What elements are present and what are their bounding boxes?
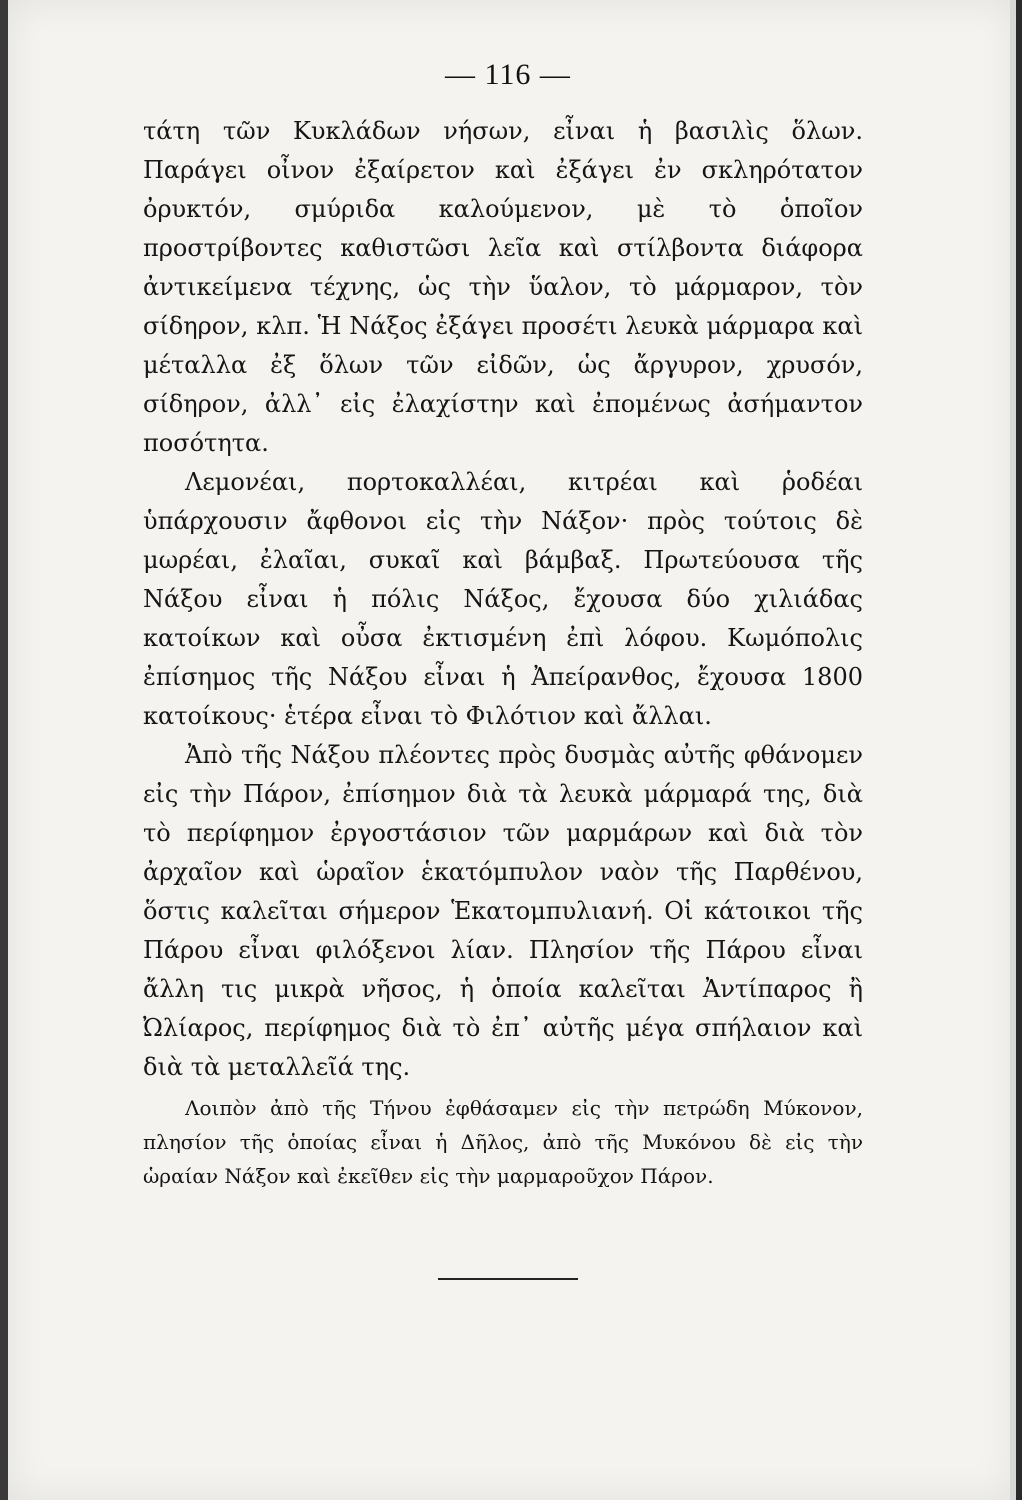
page-body-text bbox=[143, 112, 863, 1193]
paragraph-paros: Ἀπὸ τῆς Νάξου πλέοντες πρὸς δυσμὰς αὐτῆς φθάνομεν εἰς τὴν Πάρον, ἐπίσημον διὰ τὰ λευκὰ μάρμαρά της, διὰ τὸ περίφημον ἐργοστάσιον τῶν μαρμάρων καὶ διὰ τὸν ἀρχαῖον καὶ ὡραῖον ἑκατόμπυλον ναὸν τῆς Παρθένου, ὅστις καλεῖται σήμερον Ἑκατομπυλιανή. Οἱ κάτοικοι τῆς Πάρου εἶναι φιλόξενοι λίαν. Πλησίον τῆς Πάρου εἶναι ἄλλη τις μικρὰ νῆσος, ἡ ὁποία καλεῖται Ἀντίπαρος ἢ Ὠλίαρος, περίφημος διὰ τὸ ἐπ᾽ αὐτῆς μέγα σπήλαιον καὶ διὰ τὰ μεταλλεῖά της. bbox=[143, 741, 863, 1081]
page-number: — 116 — bbox=[445, 58, 571, 91]
paragraph-summary: Λοιπὸν ἀπὸ τῆς Τήνου ἐφθάσαμεν εἰς τὴν πετρώδη Μύκονον, πλησίον τῆς ὁποίας εἶναι ἡ Δῆλος, ἀπὸ τῆς Μυκόνου δὲ εἰς τὴν ὡραίαν Νάξον καὶ ἐκεῖθεν εἰς τὴν μαρμαροῦχον Πάρον. bbox=[143, 1096, 863, 1188]
end-rule-divider bbox=[438, 1278, 578, 1280]
scan-left-edge bbox=[0, 0, 8, 1500]
book-page bbox=[8, 0, 1016, 1500]
paragraph-naxos-products: τάτη τῶν Κυκλάδων νήσων, εἶναι ἡ βασιλὶς ὅλων. Παράγει οἶνον ἐξαίρετον καὶ ἐξάγει ἐν σκληρότατον ὀρυκτόν, σμύριδα καλούμενον, μὲ τὸ ὁποῖον προστρίβοντες καθιστῶσι λεῖα καὶ στίλβοντα διάφορα ἀντικείμενα τέχνης, ὡς τὴν ὕαλον, τὸ μάρμαρον, τὸν σίδηρον, κλπ. Ἡ Νάξος ἐξάγει προσέτι λευκὰ μάρμαρα καὶ μέταλλα ἐξ ὅλων τῶν εἰδῶν, ὡς ἄργυρον, χρυσόν, σίδηρον, ἀλλ᾽ εἰς ἐλαχίστην καὶ ἐπομένως ἀσήμαντον ποσότητα. bbox=[143, 117, 863, 457]
paragraph-naxos-towns: Λεμονέαι, πορτοκαλλέαι, κιτρέαι καὶ ῥοδέαι ὑπάρχουσιν ἄφθονοι εἰς τὴν Νάξον· πρὸς τούτοις δὲ μωρέαι, ἐλαῖαι, συκαῖ καὶ βάμβαξ. Πρωτεύουσα τῆς Νάξου εἶναι ἡ πόλις Νάξος, ἔχουσα δύο χιλιάδας κατοίκων καὶ οὖσα ἐκτισμένη ἐπὶ λόφου. Κωμόπολις ἐπίσημος τῆς Νάξου εἶναι ἡ Ἀπείρανθος, ἔχουσα 1800 κατοίκους· ἑτέρα εἶναι τὸ Φιλότιον καὶ ἄλλαι. bbox=[143, 468, 863, 730]
page-right-edge bbox=[1010, 0, 1016, 1500]
